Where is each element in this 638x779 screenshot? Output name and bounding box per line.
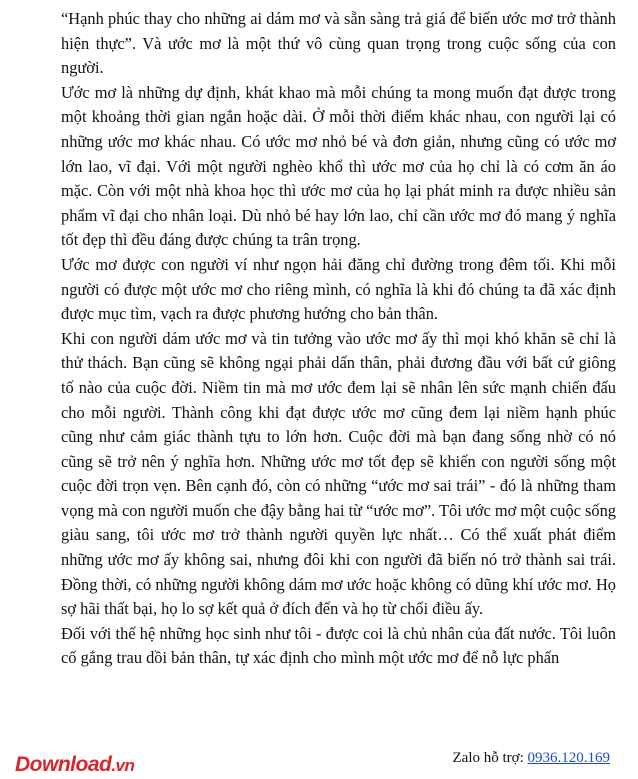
logo-domain-suffix: .vn bbox=[111, 756, 135, 775]
paragraph-definition: Ước mơ là những dự định, khát khao mà mỗi chúng ta mong muốn đạt được trong một khoảng thời gian ngắn hoặc dài. Ở mỗi thời điểm khác nhau, con người lại có những ước mơ khác nhau. Có ước mơ nhỏ bé và đơn giản, nhưng cũng có ước mơ lớn lao, vĩ đại. Với một người nghèo khổ thì ước mơ của họ chỉ là có cơm ăn áo mặc. Còn với một nhà khoa học thì ước mơ của họ lại phát minh ra được nhiều sản phẩm vĩ đại cho nhân loại. Dù nhỏ bé hay lớn lao, chỉ cần ước mơ đó mang ý nghĩa tốt đẹp thì đều đáng được chúng ta trân trọng. bbox=[61, 82, 616, 250]
download-logo[interactable] bbox=[15, 753, 134, 778]
zalo-phone-link[interactable]: 0936.120.169 bbox=[527, 750, 610, 766]
paragraph-intro: “Hạnh phúc thay cho những ai dám mơ và sẵn sàng trả giá để biến ước mơ trở thành hiện thực”. Và ước mơ là một thứ vô cùng quan trọng trong cuộc sống của con người. bbox=[61, 9, 616, 78]
zalo-label: Zalo hỗ trợ: bbox=[452, 750, 528, 766]
paragraph-courage: Khi con người dám ước mơ và tin tưởng vào ước mơ ấy thì mọi khó khăn sẽ chỉ là thử thách. Bạn cũng sẽ không ngại phải dấn thân, phải đương đầu với bất cứ giông tố nào của cuộc đời. Niềm tin mà mơ ước đem lại sẽ nhân lên sức mạnh chiến đấu cho mỗi người. Thành công khi đạt được ước mơ cũng đem lại niềm hạnh phúc cũng như cảm giác thành tựu to lớn hơn. Cuộc đời mà bạn đang sống nhờ có nó cũng sẽ trở nên ý nghĩa hơn. Những ước mơ tốt đẹp sẽ khiến con người sống một cuộc đời trọn vẹn. Bên cạnh đó, còn có những “ước mơ sai trái” - đó là những tham vọng mà con người muốn che đậy bằng hai từ “ước mơ”. Tôi ước mơ một cuộc sống giàu sang, tôi ước mơ trở thành người quyền lực nhất… Có thể xuất phát điểm những ước mơ ấy không sai, nhưng đôi khi con người đã biến nó trở thành sai trái. Đồng thời, có những người không dám mơ ước hoặc không có dũng khí ước mơ. Họ sợ hãi thất bại, họ lo sợ kết quả ở đích đến và họ từ chối điều ấy. bbox=[61, 328, 616, 619]
document-body bbox=[61, 7, 616, 671]
logo-wordmark: Download bbox=[15, 753, 112, 776]
zalo-support bbox=[453, 749, 611, 767]
paragraph-lighthouse: Ước mơ được con người ví như ngọn hải đăng chỉ đường trong đêm tối. Khi mỗi người có được một ước mơ cho riêng mình, có nghĩa là khi đó chúng ta đã xác định được mục tìm, vạch ra được phương hướng cho bản thân. bbox=[61, 254, 616, 324]
paragraph-students: Đối với thế hệ những học sinh như tôi - được coi là chủ nhân của đất nước. Tôi luôn cố gắng trau dồi bản thân, tự xác định cho mình một ước mơ để nỗ lực phấn bbox=[61, 623, 616, 668]
page-footer bbox=[0, 742, 638, 779]
